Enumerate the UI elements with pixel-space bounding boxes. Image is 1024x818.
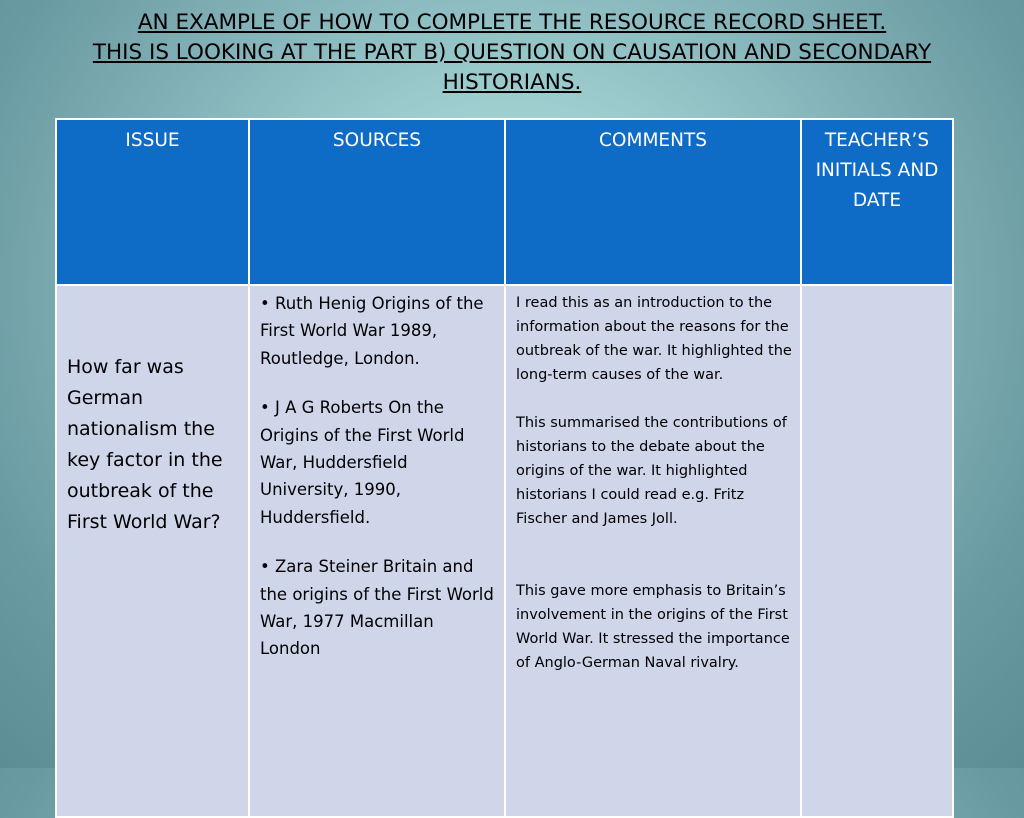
source-item: • Ruth Henig Origins of the First World War 1989, Routledge, London.: [260, 294, 484, 368]
comment-paragraph: This gave more emphasis to Britain’s involvement in the origins of the First World War. It stressed the importance of Anglo-German Naval rivalry.: [516, 583, 790, 671]
header-sources: SOURCES: [249, 119, 505, 285]
title-line-3: HISTORIANS.: [442, 70, 582, 95]
sources-cell: [249, 285, 505, 817]
title-line-1: AN EXAMPLE OF HOW TO COMPLETE THE RESOURCE RECORD SHEET.: [137, 10, 887, 35]
slide-title: [40, 8, 984, 98]
header-teacher-initials-date: TEACHER’S INITIALS AND DATE: [801, 119, 953, 285]
header-row: [56, 119, 953, 285]
header-issue: ISSUE: [56, 119, 249, 285]
teacher-initials-date-cell: [801, 285, 953, 817]
source-item: • J A G Roberts On the Origins of the First World War, Huddersfield University, 1990, Huddersfield.: [260, 398, 465, 527]
source-item: • Zara Steiner Britain and the origins of the First World War, 1977 Macmillan London: [260, 557, 494, 659]
comment-paragraph: This summarised the contributions of historians to the debate about the origins of the war. It highlighted historians I could read e.g. Fritz Fischer and James Joll.: [516, 415, 787, 527]
header-comments: COMMENTS: [505, 119, 801, 285]
comment-paragraph: I read this as an introduction to the information about the reasons for the outbreak of the war. It highlighted the long-term causes of the war.: [516, 295, 792, 383]
resource-record-table: [55, 118, 954, 818]
title-line-2: THIS IS LOOKING AT THE PART B) QUESTION ON CAUSATION AND SECONDARY: [92, 40, 932, 65]
issue-cell: How far was German nationalism the key factor in the outbreak of the First World War?: [56, 285, 249, 817]
table-row: [56, 285, 953, 817]
comments-cell: [505, 285, 801, 817]
